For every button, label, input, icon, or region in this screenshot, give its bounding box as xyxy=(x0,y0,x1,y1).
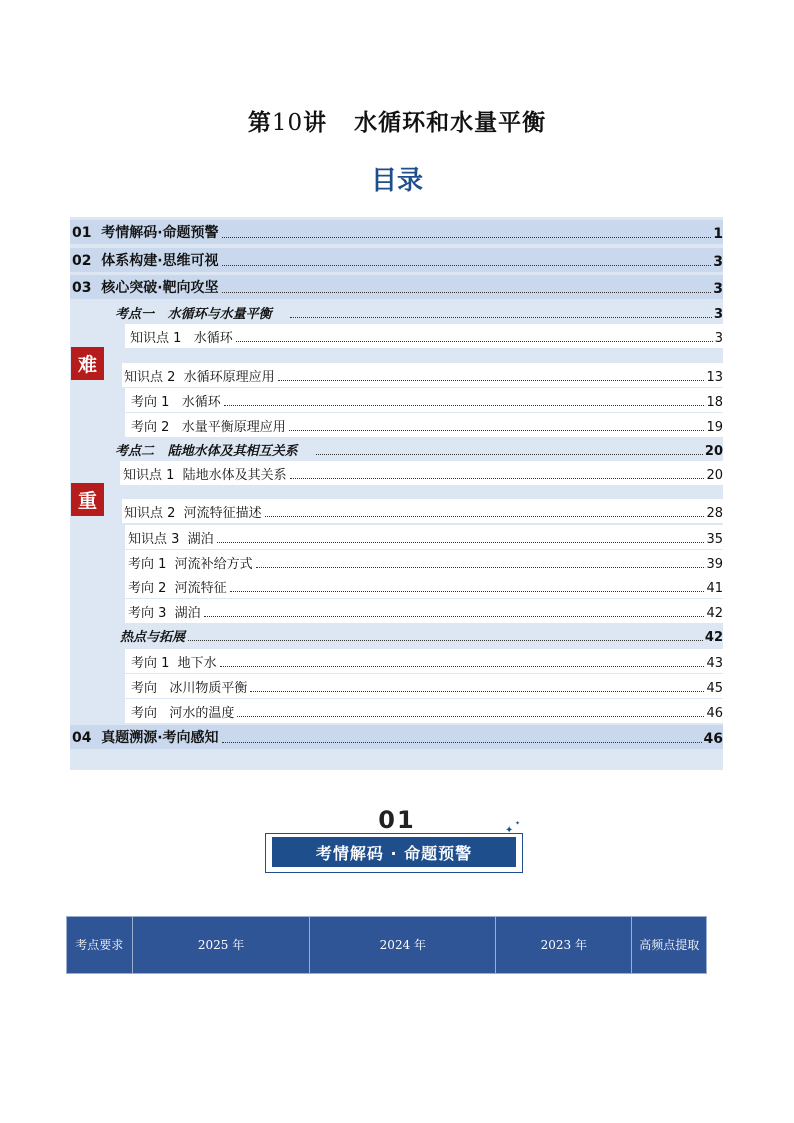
sparkle-icon: ✦ xyxy=(505,825,514,836)
sparkle-icon: ✦ xyxy=(515,820,521,827)
toc-item[interactable]: 知识点 1 水循环 3 xyxy=(125,324,723,348)
toc-main-01[interactable]: 01 考情解码·命题预警 1 xyxy=(70,220,723,244)
table-header: 2023 年 xyxy=(496,917,632,974)
toc-item[interactable]: 知识点 1 陆地水体及其关系 20 xyxy=(120,461,723,485)
table-header: 考点要求 xyxy=(67,917,133,974)
toc-main-04[interactable]: 04 真题溯源·考向感知 46 xyxy=(70,725,723,749)
toc-item[interactable]: 考向 2 水量平衡原理应用 19 xyxy=(125,413,723,437)
toc-item[interactable]: 考向 1 水循环 18 xyxy=(125,388,723,412)
toc-heading: 目录 xyxy=(370,166,423,196)
toc-main-03[interactable]: 03 核心突破·靶向攻坚 3 xyxy=(70,275,723,299)
badge-nan: 难 xyxy=(71,347,104,380)
toc-item[interactable]: 知识点 3 湖泊 35 xyxy=(125,525,723,549)
toc-item[interactable]: 考向 2 河流特征 41 xyxy=(125,574,723,598)
section-number: 01 xyxy=(378,806,416,834)
toc-item[interactable]: 考向 3 湖泊 42 xyxy=(125,599,723,623)
table-header: 2024 年 xyxy=(310,917,496,974)
table-header: 2025 年 xyxy=(132,917,310,974)
toc-kaodian-2[interactable]: 考点二 陆地水体及其相互关系 20 xyxy=(115,444,723,459)
toc-item[interactable]: 考向 河水的温度 46 xyxy=(125,699,723,723)
section-banner-label: 考情解码 · 命题预警 xyxy=(272,837,516,867)
table-header: 高频点提取 xyxy=(632,917,707,974)
page-title: 第10讲 水循环和水量平衡 xyxy=(247,110,547,136)
toc-item[interactable]: 考向 冰川物质平衡 45 xyxy=(125,674,723,698)
table-of-contents xyxy=(70,217,723,770)
toc-item[interactable]: 考向 1 河流补给方式 39 xyxy=(125,550,723,574)
exam-table xyxy=(66,916,707,974)
toc-item[interactable]: 知识点 2 水循环原理应用 13 xyxy=(122,363,723,387)
toc-item[interactable]: 考向 1 地下水 43 xyxy=(125,649,723,673)
toc-item[interactable]: 知识点 2 河流特征描述 28 xyxy=(122,499,723,523)
toc-main-02[interactable]: 02 体系构建·思维可视 3 xyxy=(70,248,723,272)
badge-zhong: 重 xyxy=(71,483,104,516)
toc-kaodian-1[interactable]: 考点一 水循环与水量平衡 3 xyxy=(115,307,723,322)
toc-kaodian-3[interactable]: 热点与拓展 42 xyxy=(120,630,723,645)
